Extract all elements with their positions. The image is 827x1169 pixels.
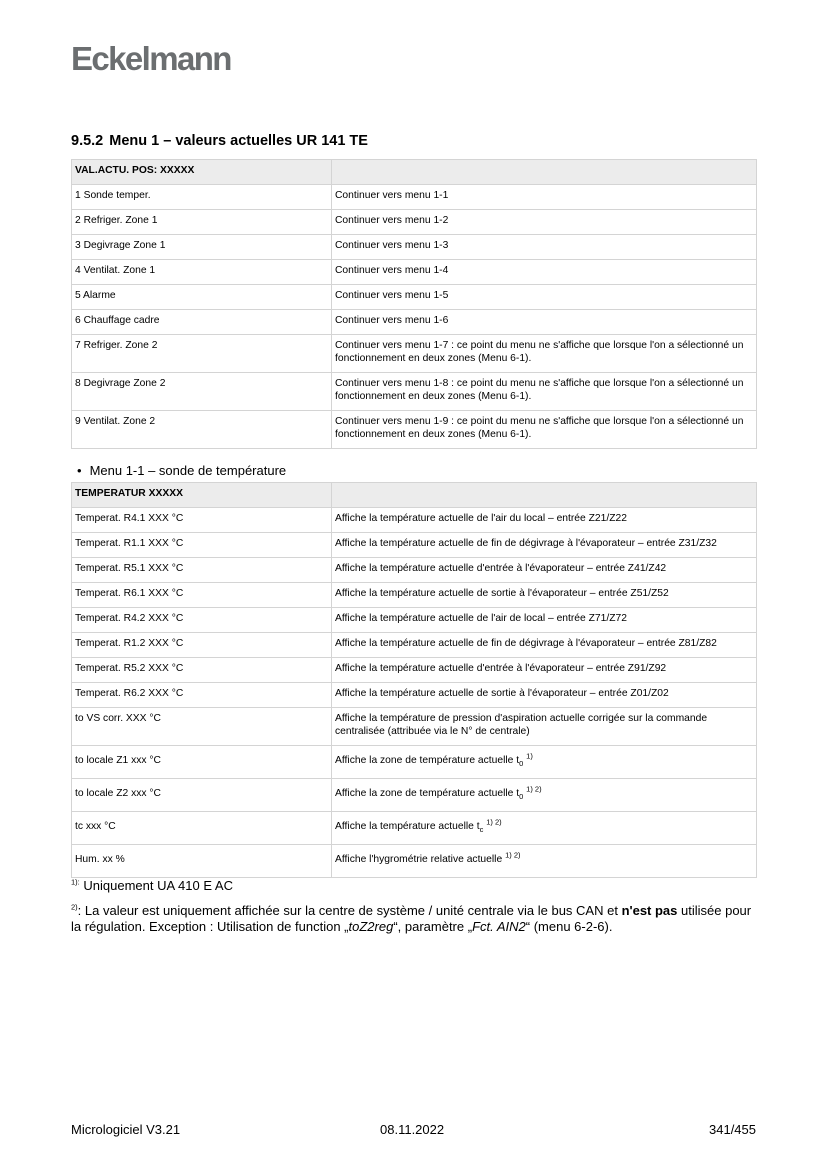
table-cell: Affiche la température actuelle d'entrée à l'évaporateur – entrée Z41/Z42 — [332, 558, 757, 583]
table-cell: Temperat. R6.2 XXX °C — [72, 683, 332, 708]
table-row — [72, 260, 757, 285]
table-row — [72, 779, 757, 812]
table-cell — [332, 812, 757, 845]
table-cell: Temperat. R1.1 XXX °C — [72, 533, 332, 558]
table-header-row — [72, 483, 757, 508]
footnote-ref: 1) — [526, 751, 533, 761]
menu-1-table — [71, 159, 757, 449]
table-cell: Temperat. R6.1 XXX °C — [72, 583, 332, 608]
table-row — [72, 210, 757, 235]
table-cell: Affiche la température actuelle de l'air de local – entrée Z71/Z72 — [332, 608, 757, 633]
bullet-menu-1-1 — [77, 463, 286, 478]
table-cell: 9 Ventilat. Zone 2 — [72, 411, 332, 449]
section-number: 9.5.2 — [71, 133, 104, 149]
section-heading — [71, 133, 368, 149]
table-cell: Temperat. R5.2 XXX °C — [72, 658, 332, 683]
table-row — [72, 373, 757, 411]
table-header-cell — [332, 483, 757, 508]
table-cell: Continuer vers menu 1-3 — [332, 235, 757, 260]
cell-text: Affiche la zone de température actuelle t — [335, 788, 520, 799]
table-header-cell: TEMPERATUR XXXXX — [72, 483, 332, 508]
table-row — [72, 683, 757, 708]
bullet-dot: • — [77, 463, 82, 478]
table-cell: Continuer vers menu 1-2 — [332, 210, 757, 235]
subscript: 0 — [519, 792, 524, 802]
table-cell: Affiche la température actuelle de sortie à l'évaporateur – entrée Z51/Z52 — [332, 583, 757, 608]
table-cell: Affiche la température actuelle de l'air du local – entrée Z21/Z22 — [332, 508, 757, 533]
parameter-name: Fct. AIN2 — [472, 919, 526, 934]
table-cell: to VS corr. XXX °C — [72, 708, 332, 746]
footnote-ref: 1) 2) — [486, 817, 502, 827]
table-row — [72, 583, 757, 608]
table-cell: Continuer vers menu 1-7 : ce point du menu ne s'affiche que lorsque l'on a sélectionné un fonctionnement en deux zones (Menu 6-1). — [332, 335, 757, 373]
table-row — [72, 235, 757, 260]
footnote-text: “ (menu 6-2-6). — [525, 919, 613, 934]
footer-date: 08.11.2022 — [380, 1122, 445, 1137]
table-cell — [332, 845, 757, 878]
table-cell — [332, 779, 757, 812]
cell-text: Affiche la température actuelle t — [335, 821, 480, 832]
parameter-name: toZ2reg — [348, 919, 394, 934]
section-title: Menu 1 – valeurs actuelles UR 141 TE — [109, 133, 368, 149]
eckelmann-logo: Eckelmann — [71, 40, 231, 77]
footer-firmware-version: Micrologiciel V3.21 — [71, 1122, 181, 1137]
cell-text: Affiche l'hygrométrie relative actuelle — [335, 854, 503, 865]
footnote-ref: 1) 2) — [526, 784, 542, 794]
table-cell: Continuer vers menu 1-8 : ce point du menu ne s'affiche que lorsque l'on a sélectionné un fonctionnement en deux zones (Menu 6-1). — [332, 373, 757, 411]
table-cell: Continuer vers menu 1-1 — [332, 185, 757, 210]
table-row — [72, 812, 757, 845]
table-cell: 3 Degivrage Zone 1 — [72, 235, 332, 260]
table-cell: 4 Ventilat. Zone 1 — [72, 260, 332, 285]
table-row — [72, 708, 757, 746]
footnote-2 — [71, 903, 761, 935]
table-cell: Affiche la température actuelle de sortie à l'évaporateur – entrée Z01/Z02 — [332, 683, 757, 708]
cell-text: Affiche la zone de température actuelle t — [335, 755, 520, 766]
table-cell: Continuer vers menu 1-5 — [332, 285, 757, 310]
table-row — [72, 658, 757, 683]
table-row — [72, 633, 757, 658]
table-cell — [332, 746, 757, 779]
footnote-ref: 1) 2) — [505, 850, 521, 860]
table-cell: Affiche la température de pression d'aspiration actuelle corrigée sur la commande centralisée (attribuée via le N° de centrale) — [332, 708, 757, 746]
table-cell: 7 Refriger. Zone 2 — [72, 335, 332, 373]
table-cell: tc xxx °C — [72, 812, 332, 845]
table-cell: Temperat. R1.2 XXX °C — [72, 633, 332, 658]
bullet-text: Menu 1-1 – sonde de température — [89, 463, 287, 478]
table-cell: to locale Z2 xxx °C — [72, 779, 332, 812]
subscript: 0 — [519, 759, 524, 769]
table-row — [72, 411, 757, 449]
table-cell: 8 Degivrage Zone 2 — [72, 373, 332, 411]
table-row — [72, 185, 757, 210]
footnote-text: Uniquement UA 410 E AC — [83, 878, 233, 893]
footnote-text: “, paramètre „ — [393, 919, 473, 934]
footnote-text: utilisée pour la régulation. Exception : Utilisation de function „ — [71, 903, 752, 934]
table-row — [72, 746, 757, 779]
table-row — [72, 310, 757, 335]
table-cell: Affiche la température actuelle de fin de dégivrage à l'évaporateur – entrée Z81/Z82 — [332, 633, 757, 658]
table-row — [72, 558, 757, 583]
table-cell: 1 Sonde temper. — [72, 185, 332, 210]
table-row — [72, 508, 757, 533]
table-cell: Temperat. R5.1 XXX °C — [72, 558, 332, 583]
subscript: c — [479, 825, 484, 835]
footnote-emphasis: n'est pas — [621, 903, 678, 918]
table-row — [72, 285, 757, 310]
table-cell: Continuer vers menu 1-9 : ce point du menu ne s'affiche que lorsque l'on a sélectionné un fonctionnement en deux zones (Menu 6-1). — [332, 411, 757, 449]
table-row — [72, 533, 757, 558]
footnote-mark: 1): — [71, 877, 80, 887]
table-cell: Continuer vers menu 1-6 — [332, 310, 757, 335]
table-cell: 5 Alarme — [72, 285, 332, 310]
table-cell: Temperat. R4.2 XXX °C — [72, 608, 332, 633]
table-cell: Temperat. R4.1 XXX °C — [72, 508, 332, 533]
table-header-row — [72, 160, 757, 185]
table-cell: 6 Chauffage cadre — [72, 310, 332, 335]
table-row — [72, 335, 757, 373]
footer-page-number: 341/455 — [709, 1122, 756, 1137]
table-row — [72, 845, 757, 878]
table-cell: Continuer vers menu 1-4 — [332, 260, 757, 285]
footnote-text: : La valeur est uniquement affichée sur la centre de système / unité centrale via le bus CAN et — [77, 903, 622, 918]
temperature-table — [71, 482, 757, 878]
table-header-cell: VAL.ACTU. POS: XXXXX — [72, 160, 332, 185]
footnote-mark: 2) — [71, 902, 78, 912]
table-cell: Hum. xx % — [72, 845, 332, 878]
table-cell: to locale Z1 xxx °C — [72, 746, 332, 779]
table-cell: 2 Refriger. Zone 1 — [72, 210, 332, 235]
table-cell: Affiche la température actuelle d'entrée à l'évaporateur – entrée Z91/Z92 — [332, 658, 757, 683]
table-header-cell — [332, 160, 757, 185]
table-row — [72, 608, 757, 633]
table-cell: Affiche la température actuelle de fin de dégivrage à l'évaporateur – entrée Z31/Z32 — [332, 533, 757, 558]
footnote-1 — [71, 878, 233, 893]
